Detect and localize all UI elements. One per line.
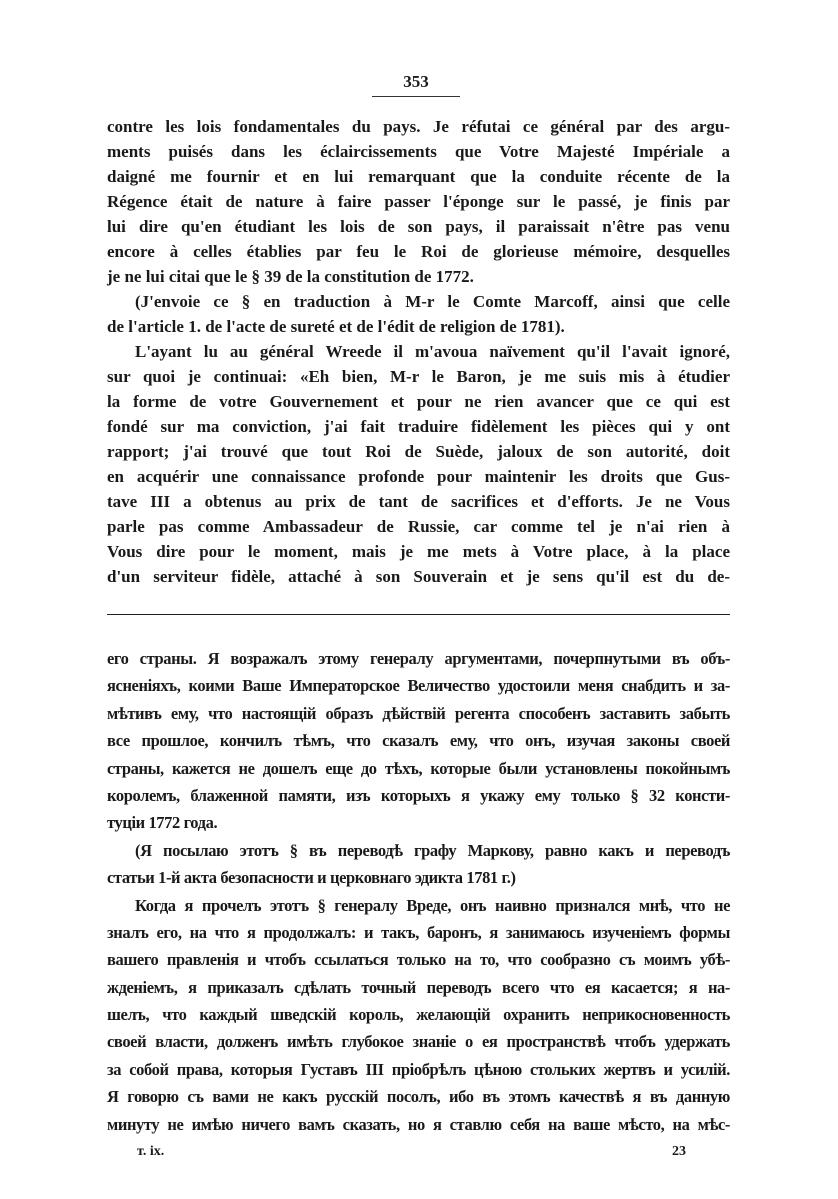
text-line: rapport; j'ai trouvé que tout Roi de Suède, jaloux de son autorité, doit (107, 442, 730, 461)
text-line: своей власти, долженъ имѣть глубокое знаніе о ея пространствѣ чтобъ удержать (107, 1032, 730, 1052)
volume-label: т. ix. (137, 1144, 165, 1159)
text-line: Когда я прочелъ этотъ § генералу Вреде, онъ наивно признался мнѣ, что не (135, 895, 730, 915)
text-line: Vous dire pour le moment, mais je me mets à Votre place, à la place (107, 542, 730, 561)
text-line: lui dire qu'en étudiant les lois de son pays, il paraissait n'être pas venu (107, 217, 730, 236)
text-line: Я говорю съ вами не какъ русскій посолъ, ибо въ этомъ качествѣ я въ данную (107, 1087, 730, 1107)
page-number: 353 (403, 72, 429, 91)
text-line: de l'article 1. de l'acte de sureté et de l'édit de religion de 1781). (107, 317, 565, 336)
text-line: вашего правленія и чтобъ ссылаться только на то, что сообразно съ моимъ убѣ- (107, 950, 730, 970)
text-line: туціи 1772 года. (107, 813, 218, 833)
text-line: его страны. Я возражалъ этому генералу аргументами, почерпнутыми въ объ- (107, 649, 730, 668)
text-line: статьи 1-й акта безопасности и церковнаго эдикта 1781 г.) (107, 868, 516, 888)
text-line: минуту не имѣю ничего вамъ сказать, но я ставлю себя на ваше мѣсто, на мѣс- (107, 1114, 730, 1134)
text-line: ясненіяхъ, коими Ваше Императорское Величество удостоили меня снабдить и за- (107, 676, 730, 696)
section-divider (107, 614, 730, 615)
text-line: parle pas comme Ambassadeur de Russie, car comme tel je n'ai rien à (107, 517, 730, 536)
text-line: encore à celles établies par feu le Roi de glorieuse mémoire, desquelles (107, 242, 730, 261)
text-line: (J'envoie ce § en traduction à M-r le Comte Marcoff, ainsi que celle (135, 292, 730, 311)
text-line: la forme de votre Gouvernement et pour ne rien avancer que ce qui est (107, 392, 730, 411)
russian-translation (107, 645, 730, 1138)
text-line: ments puisés dans les éclaircissements que Votre Majesté Impériale a (107, 142, 730, 161)
text-line: Régence était de nature à faire passer l'éponge sur le passé, je finis par (107, 192, 730, 211)
french-text (107, 114, 730, 589)
page-number-rule (372, 96, 460, 97)
text-line: tave III a obtenus au prix de tant de sacrifices et d'efforts. Je ne Vous (107, 492, 730, 511)
text-line: L'ayant lu au général Wreede il m'avoua naïvement qu'il l'avait ignoré, (135, 342, 730, 361)
text-line: contre les lois fondamentales du pays. Je réfutai ce général par des argu- (107, 117, 730, 136)
text-line: за собой права, которыя Густавъ III пріобрѣлъ цѣною стольких жертвъ и усилій. (107, 1059, 730, 1079)
text-line: королемъ, блаженной памяти, изъ которыхъ я укажу ему только § 32 консти- (107, 785, 730, 805)
text-line: je ne lui citai que le § 39 de la constitution de 1772. (107, 267, 474, 286)
text-line: жденіемъ, я приказалъ сдѣлать точный переводъ всего что ея касается; я на- (107, 977, 730, 997)
text-line: d'un serviteur fidèle, attaché à son Souverain et je sens qu'il est du de- (107, 567, 730, 586)
text-line: зналъ его, на что я продолжалъ: и такъ, баронъ, я занимаюсь изученіемъ формы (107, 922, 730, 942)
text-line: daigné me fournir et en lui remarquant que la conduite récente de la (107, 167, 730, 186)
text-line: sur quoi je continuai: «Eh bien, M-r le Baron, je me suis mis à étudier (107, 367, 730, 386)
text-line: шелъ, что каждый шведскій король, желающій охранить неприкосновенность (107, 1005, 730, 1025)
text-line: страны, кажется не дошелъ еще до тѣхъ, которые были установлены покойнымъ (107, 758, 730, 778)
text-line: (Я посылаю этотъ § въ переводѣ графу Маркову, равно какъ и переводъ (135, 840, 730, 860)
text-line: мѣтивъ ему, что настоящій образъ дѣйствій регента способенъ заставить забыть (107, 703, 730, 723)
signature-mark: 23 (672, 1144, 686, 1159)
text-line: все прошлое, кончилъ тѣмъ, что сказалъ ему, что онъ, изучая законы своей (107, 731, 730, 751)
text-line: fondé sur ma conviction, j'ai fait traduire fidèlement les pièces qui y ont (107, 417, 730, 436)
text-line: en acquérir une connaissance profonde pour maintenir les droits que Gus- (107, 467, 730, 486)
